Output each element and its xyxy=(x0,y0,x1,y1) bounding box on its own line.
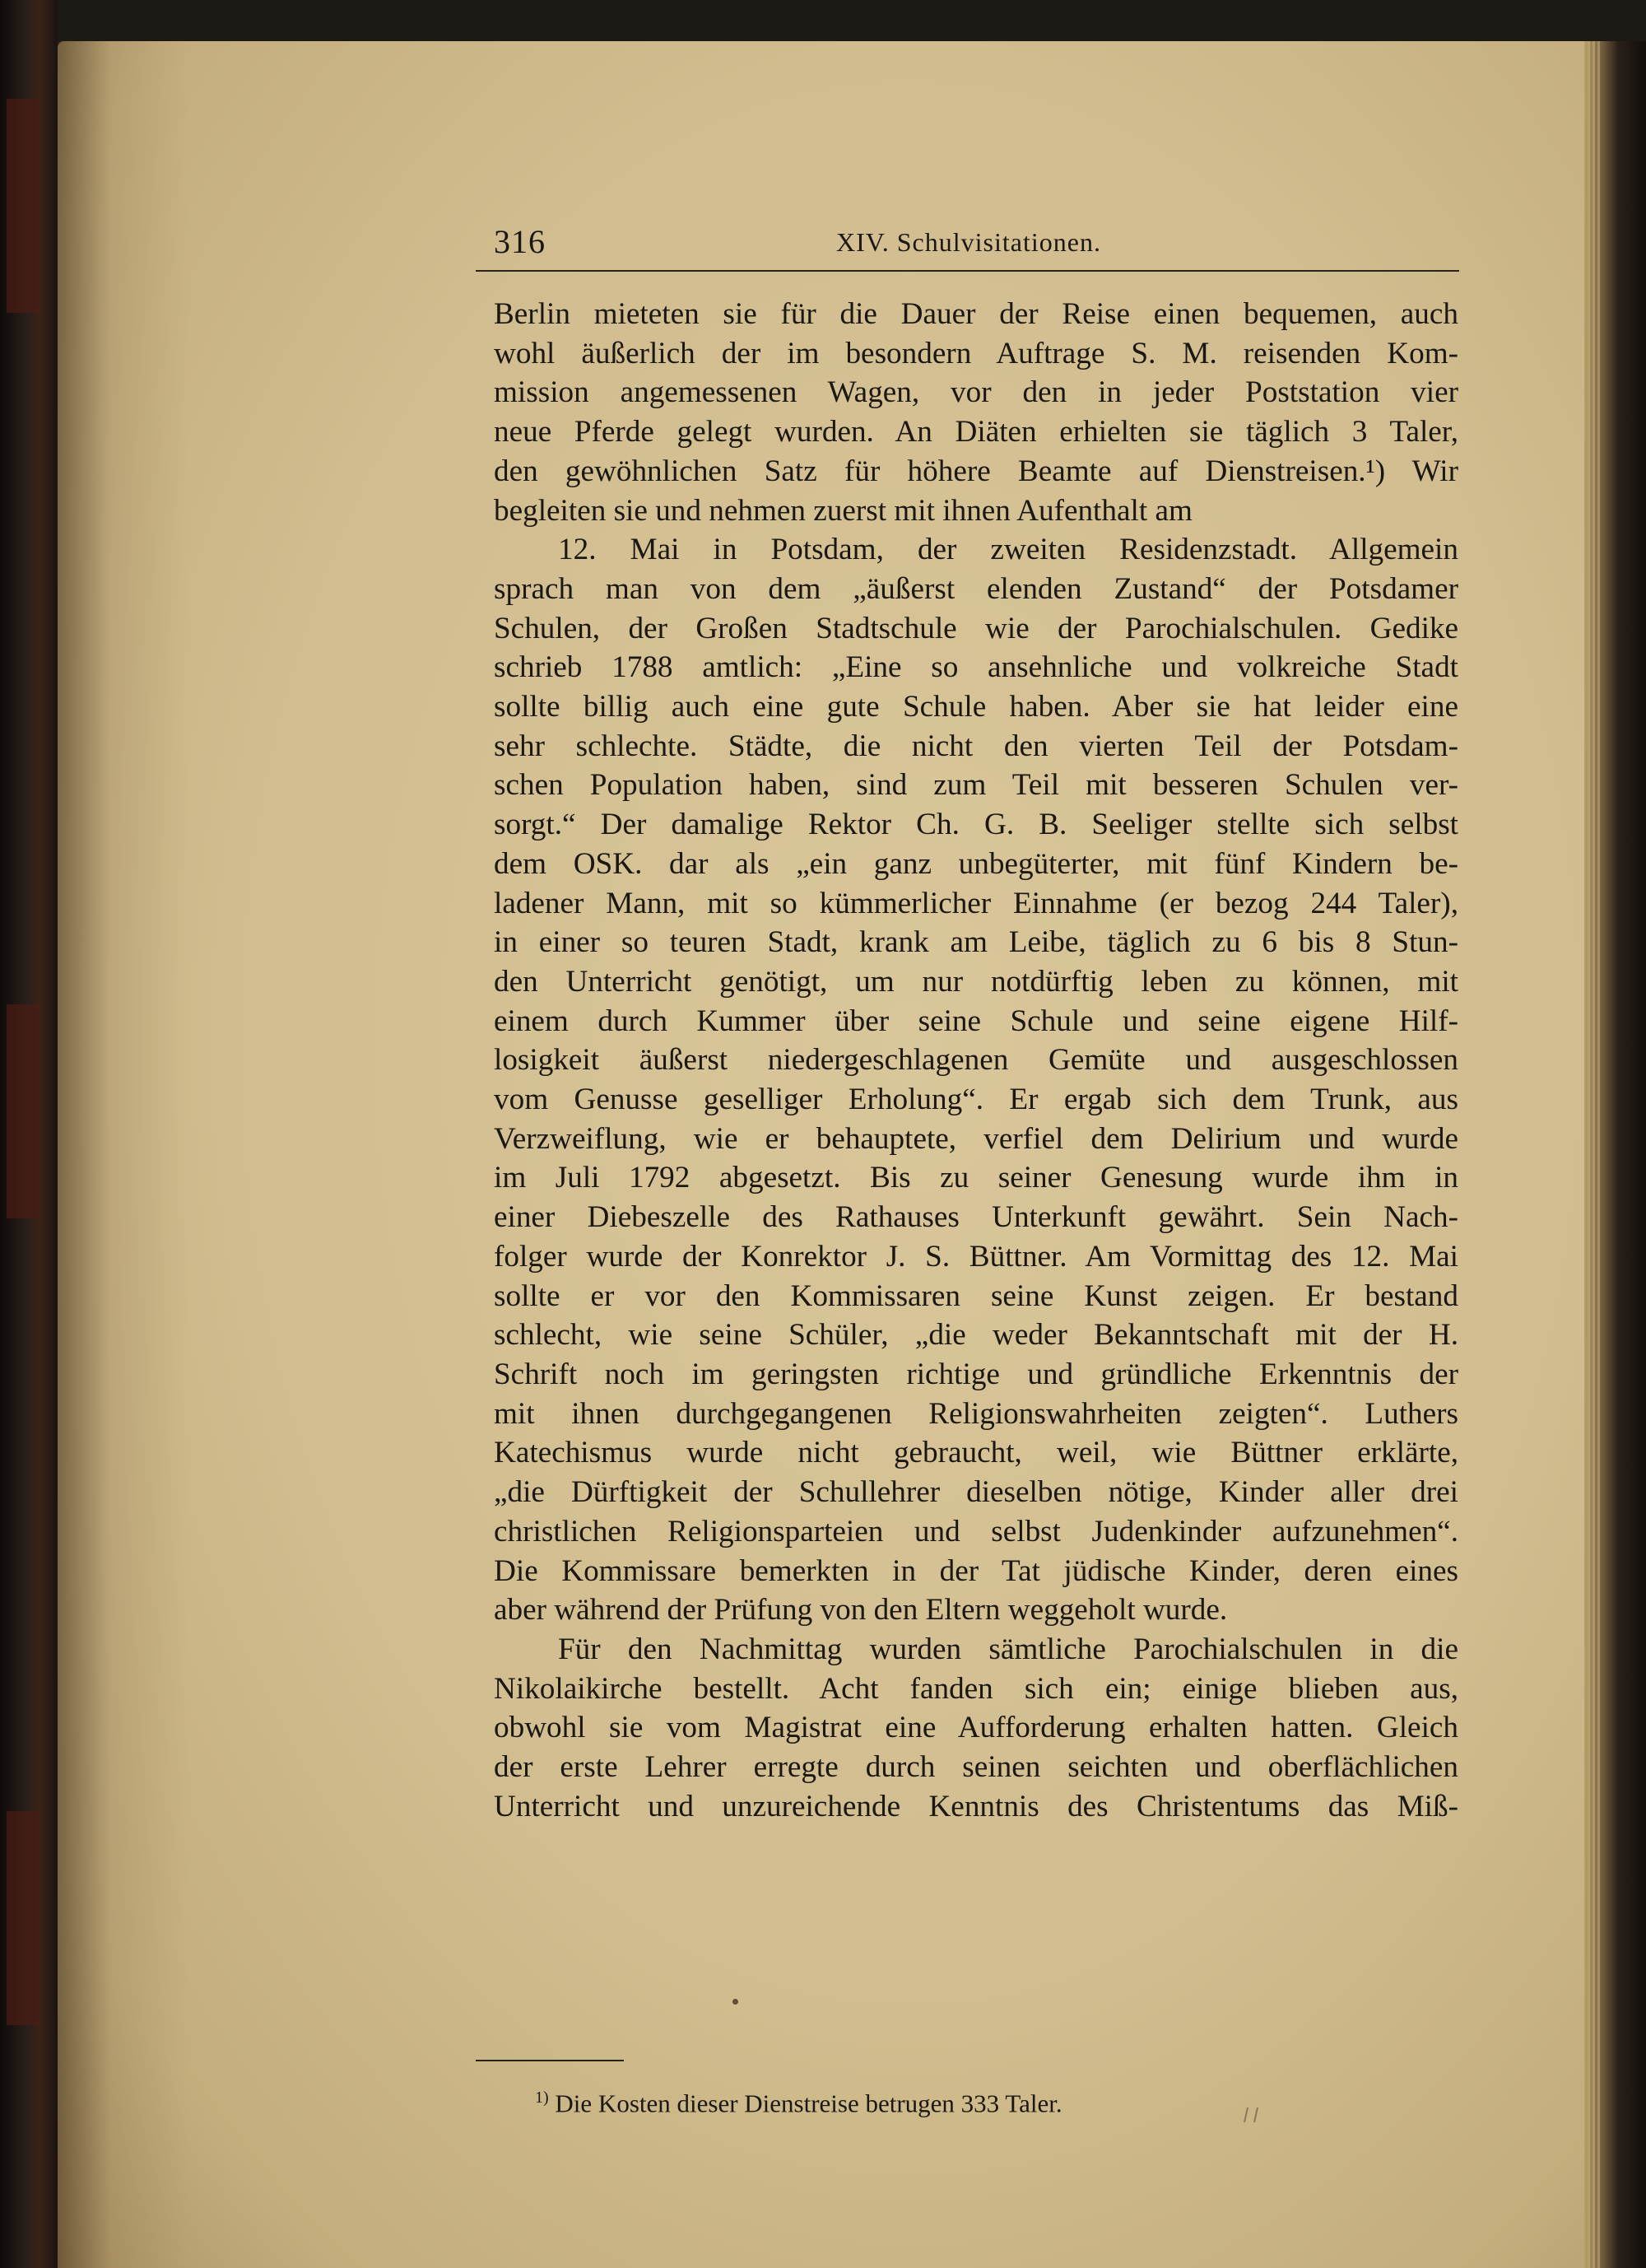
text-line: obwohl sie vom Magistrat eine Aufforderung erhalten hatten. Gleich xyxy=(494,1711,1458,1745)
facing-page-edge xyxy=(1584,41,1646,2268)
text-line: Berlin mieteten sie für die Dauer der Reise einen bequemen, auch xyxy=(494,297,1458,331)
header-rule xyxy=(476,270,1459,272)
text-line: Nikolaikirche bestellt. Acht fanden sich ein; einige blieben aus, xyxy=(494,1671,1458,1706)
text-line: aber während der Prüfung von den Eltern weggeholt wurde. xyxy=(494,1593,1228,1628)
text-line: „die Dürftigkeit der Schullehrer dieselben nötige, Kinder aller drei xyxy=(494,1475,1458,1510)
text-line: wohl äußerlich der im besondern Auftrage S. M. reisenden Kom- xyxy=(494,336,1458,370)
text-line: Schulen, der Großen Stadtschule wie der Parochialschulen. Gedike xyxy=(494,611,1458,645)
text-line: den gewöhnlichen Satz für höhere Beamte auf Dienstreisen.¹) Wir xyxy=(494,454,1458,488)
text-line: mission angemessenen Wagen, vor den in jeder Poststation vier xyxy=(494,375,1458,410)
text-line: in einer so teuren Stadt, krank am Leibe, täglich zu 6 bis 8 Stun- xyxy=(494,925,1458,960)
page-sheet-edge xyxy=(1593,41,1595,2268)
text-line: mit ihnen durchgegangenen Religionswahrheiten zeigten“. Luthers xyxy=(494,1396,1458,1431)
text-line: sehr schlechte. Städte, die nicht den vierten Teil der Potsdam- xyxy=(494,729,1458,763)
text-line: Katechismus wurde nicht gebraucht, weil, wie Büttner erklärte, xyxy=(494,1436,1458,1470)
text-line: einer Diebeszelle des Rathauses Unterkunft gewährt. Sein Nach- xyxy=(494,1200,1458,1235)
text-line: einem durch Kummer über seine Schule und seine eigene Hilf- xyxy=(494,1004,1458,1038)
text-line: folger wurde der Konrektor J. S. Büttner. Am Vormittag des 12. Mai xyxy=(494,1239,1458,1274)
pencil-mark-icon xyxy=(1241,2106,1266,2124)
text-line: vom Genusse geselliger Erholung“. Er ergab sich dem Trunk, aus xyxy=(494,1083,1458,1117)
page-sheet-edge xyxy=(1597,41,1600,2268)
text-line: im Juli 1792 abgesetzt. Bis zu seiner Genesung wurde ihm in xyxy=(494,1161,1458,1195)
binding-band xyxy=(7,1811,40,2025)
text-line: Die Kommissare bemerkten in der Tat jüdische Kinder, deren eines xyxy=(494,1553,1458,1588)
text-line: Verzweiflung, wie er behauptete, verfiel dem Delirium und wurde xyxy=(494,1121,1458,1156)
running-head xyxy=(476,216,1459,265)
body-text xyxy=(494,295,1458,1826)
text-line: sorgt.“ Der damalige Rektor Ch. G. B. Seeliger stellte sich selbst xyxy=(494,808,1458,842)
footnote-marker: 1) xyxy=(535,2089,549,2107)
gutter-shadow xyxy=(58,41,189,2268)
text-line: ladener Mann, mit so kümmerlicher Einnahme (er bezog 244 Taler), xyxy=(494,886,1458,920)
text-line: schlecht, wie seine Schüler, „die weder Bekanntschaft mit der H. xyxy=(494,1318,1458,1353)
text-line: dem OSK. dar als „ein ganz unbegüterter, mit fünf Kindern be- xyxy=(494,846,1458,881)
footnote-text: Die Kosten dieser Dienstreise betrugen 333 Taler. xyxy=(555,2089,1062,2118)
page-sheet-edge xyxy=(1588,41,1590,2268)
text-line: der erste Lehrer erregte durch seinen seichten und oberflächlichen xyxy=(494,1750,1458,1785)
text-line: 12. Mai in Potsdam, der zweiten Residenzstadt. Allgemein xyxy=(558,533,1458,567)
chapter-title: XIV. Schulvisitationen. xyxy=(836,227,1101,257)
text-line: Für den Nachmittag wurden sämtliche Parochialschulen in die xyxy=(558,1632,1458,1666)
text-line: schrieb 1788 amtlich: „Eine so ansehnliche und volkreiche Stadt xyxy=(494,650,1458,685)
text-line: begleiten sie und nehmen zuerst mit ihnen Aufenthalt am xyxy=(494,493,1193,528)
text-line: schen Population haben, sind zum Teil mit besseren Schulen ver- xyxy=(494,768,1458,803)
binding-band xyxy=(7,99,40,313)
binding-band xyxy=(7,1004,40,1218)
page-number: 316 xyxy=(494,223,546,260)
text-line: neue Pferde gelegt wurden. An Diäten erhielten sie täglich 3 Taler, xyxy=(494,415,1458,449)
paper-speck xyxy=(732,1999,738,2005)
book-binding-edge xyxy=(0,0,58,2268)
text-line: den Unterricht genötigt, um nur notdürftig leben zu können, mit xyxy=(494,964,1458,999)
text-line: sollte billig auch eine gute Schule haben. Aber sie hat leider eine xyxy=(494,690,1458,724)
footnote-rule xyxy=(476,2060,624,2061)
footnote xyxy=(535,2081,1062,2120)
text-line: Unterricht und unzureichende Kenntnis des Christentums das Miß- xyxy=(494,1789,1458,1823)
text-line: sprach man von dem „äußerst elenden Zustand“ der Potsdamer xyxy=(494,571,1458,606)
text-line: christlichen Religionsparteien und selbst Judenkinder aufzunehmen“. xyxy=(494,1514,1458,1548)
text-line: losigkeit äußerst niedergeschlagenen Gemüte und ausgeschlossen xyxy=(494,1043,1458,1078)
text-line: Schrift noch im geringsten richtige und gründliche Erkenntnis der xyxy=(494,1357,1458,1391)
text-line: sollte er vor den Kommissaren seine Kunst zeigen. Er bestand xyxy=(494,1278,1458,1313)
